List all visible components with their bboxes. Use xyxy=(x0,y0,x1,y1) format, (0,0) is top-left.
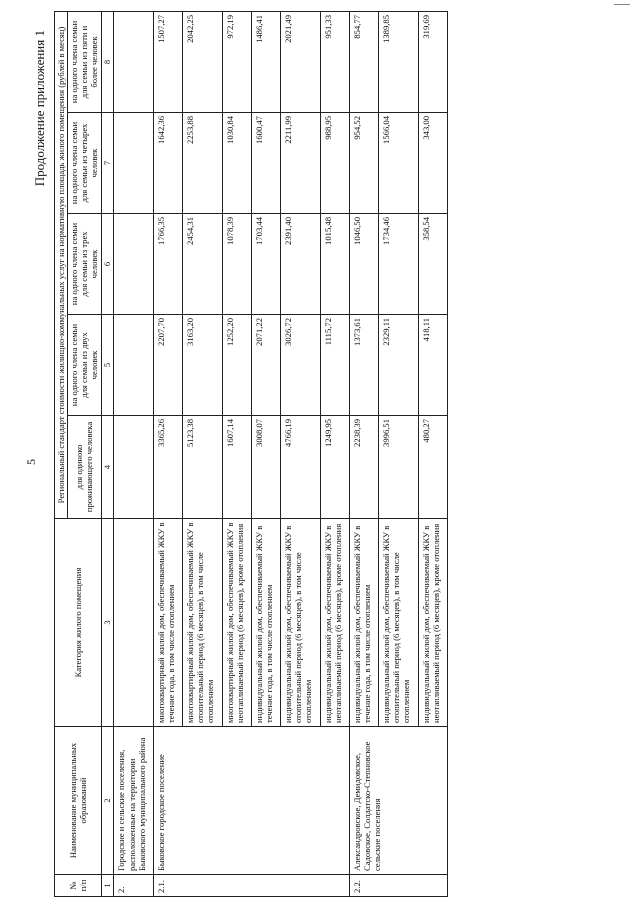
index-cell: 6 xyxy=(101,214,114,315)
value-cell: 3026,72 xyxy=(281,315,320,416)
group-number: 2.1. xyxy=(153,875,349,897)
value-cell: 1389,85 xyxy=(379,11,418,112)
value-cell: 2071,22 xyxy=(251,315,280,416)
value-cell: 1703,44 xyxy=(251,214,280,315)
value-cell: 3008,07 xyxy=(251,416,280,519)
value-cell: 3163,20 xyxy=(183,315,222,416)
value-cell: 1373,61 xyxy=(349,315,378,416)
index-cell: 5 xyxy=(101,315,114,416)
value-cell: 1115,72 xyxy=(320,315,349,416)
value-cell: 2207,70 xyxy=(153,315,182,416)
header-sub-1: для одиноко проживающего человека xyxy=(68,416,101,519)
group-number: 2.2. xyxy=(349,875,447,897)
category-cell: индивидуальный жилой дом, обеспечиваемый ЖКУ в отопительный период (6 месяцев), в том числе отоплением xyxy=(281,519,320,727)
category-cell: индивидуальный жилой дом, обеспечиваемый ЖКУ в отопительный период (6 месяцев), в том числе отоплением xyxy=(379,519,418,727)
index-cell: 2 xyxy=(101,727,114,875)
value-cell: 954,52 xyxy=(349,113,378,214)
header-sub-4: на одного члена семьи для семьи из четырех человек xyxy=(68,113,101,214)
category-cell: многоквартирный жилой дом, обеспечиваемый ЖКУ в неотапливаемый период (6 месяцев), кроме отопления xyxy=(222,519,251,727)
value-cell: 2391,40 xyxy=(281,214,320,315)
header-sub-2: на одного члена семьи для семьи из двух человек xyxy=(68,315,101,416)
appendix-label: Продолжение приложения 1 xyxy=(32,30,47,187)
section-name: Городские и сельские поселения, расположенные на территории Быковского муниципального района xyxy=(114,727,153,875)
value-cell: 343,00 xyxy=(418,113,447,214)
value-cell: 1046,50 xyxy=(349,214,378,315)
value-cell: 358,54 xyxy=(418,214,447,315)
value-cell: 319,69 xyxy=(418,11,447,112)
value-cell: 1486,41 xyxy=(251,11,280,112)
category-cell: многоквартирный жилой дом, обеспечиваемый ЖКУ в течение года, в том числе отоплением xyxy=(153,519,182,727)
section-number: 2. xyxy=(114,875,153,897)
value-cell: 1030,84 xyxy=(222,113,251,214)
category-cell: индивидуальный жилой дом, обеспечиваемый ЖКУ в неотапливаемый период (6 месяцев), кроме отопления xyxy=(320,519,349,727)
page-number: 5 xyxy=(24,459,38,465)
value-cell: 1078,39 xyxy=(222,214,251,315)
group-municipality-name: Александровское, Демидовское, Садовское, Солдатско-Степновское сельские поселения xyxy=(349,727,447,875)
value-cell: 854,77 xyxy=(349,11,378,112)
header-row-1 xyxy=(55,11,68,896)
value-cell: 1015,48 xyxy=(320,214,349,315)
group-municipality-name: Быковское городское поселение xyxy=(153,727,349,875)
section-row xyxy=(114,11,153,896)
value-cell: 1600,47 xyxy=(251,113,280,214)
value-cell: 2238,39 xyxy=(349,416,378,519)
header-municipality: Наименование муниципальных образований xyxy=(55,727,102,875)
table-row xyxy=(349,11,378,896)
value-cell: 2211,99 xyxy=(281,113,320,214)
value-cell: 1642,36 xyxy=(153,113,182,214)
value-cell: 3996,51 xyxy=(379,416,418,519)
value-cell: 1607,14 xyxy=(222,416,251,519)
value-cell: 972,19 xyxy=(222,11,251,112)
value-cell: 1249,95 xyxy=(320,416,349,519)
header-category: Категория жилого помещения xyxy=(55,519,102,727)
index-cell: 7 xyxy=(101,113,114,214)
value-cell: 988,95 xyxy=(320,113,349,214)
index-cell: 1 xyxy=(101,875,114,897)
category-cell: индивидуальный жилой дом, обеспечиваемый ЖКУ в течение года, в том числе отоплением xyxy=(349,519,378,727)
value-cell: 4766,19 xyxy=(281,416,320,519)
table-row xyxy=(153,11,182,896)
value-cell: 418,11 xyxy=(418,315,447,416)
header-sub-5: на одного члена семьи для семьи из пяти и более человек xyxy=(68,11,101,112)
header-group-title: Региональный стандарт стоимости жилищно-коммунальных услуг на нормативную площадь жилого помещения (рублей в месяц) xyxy=(55,11,68,518)
index-cell: 3 xyxy=(101,519,114,727)
standards-table xyxy=(54,11,448,897)
index-row xyxy=(101,11,114,896)
category-cell: индивидуальный жилой дом, обеспечиваемый ЖКУ в неотапливаемый период (6 месяцев), кроме отопления xyxy=(418,519,447,727)
category-cell: многоквартирный жилой дом, обеспечиваемый ЖКУ в отопительный период (6 месяцев), в том числе отоплением xyxy=(183,519,222,727)
value-cell: 951,33 xyxy=(320,11,349,112)
header-sub-3: на одного члена семьи для семьи из трех человек xyxy=(68,214,101,315)
index-cell: 4 xyxy=(101,416,114,519)
value-cell: 3365,26 xyxy=(153,416,182,519)
value-cell: 2021,49 xyxy=(281,11,320,112)
header-no: № п/п xyxy=(55,875,102,897)
value-cell: 1507,27 xyxy=(153,11,182,112)
value-cell: 5123,38 xyxy=(183,416,222,519)
value-cell: 1766,35 xyxy=(153,214,182,315)
value-cell: 2454,31 xyxy=(183,214,222,315)
value-cell: 2329,11 xyxy=(379,315,418,416)
value-cell: 2042,25 xyxy=(183,11,222,112)
table-body xyxy=(114,11,447,896)
value-cell: 480,27 xyxy=(418,416,447,519)
value-cell: 1734,46 xyxy=(379,214,418,315)
value-cell: 2253,88 xyxy=(183,113,222,214)
value-cell: 1252,20 xyxy=(222,315,251,416)
index-cell: 8 xyxy=(101,11,114,112)
category-cell: индивидуальный жилой дом, обеспечиваемый ЖКУ в течение года, в том числе отоплением xyxy=(251,519,280,727)
value-cell: 1566,04 xyxy=(379,113,418,214)
